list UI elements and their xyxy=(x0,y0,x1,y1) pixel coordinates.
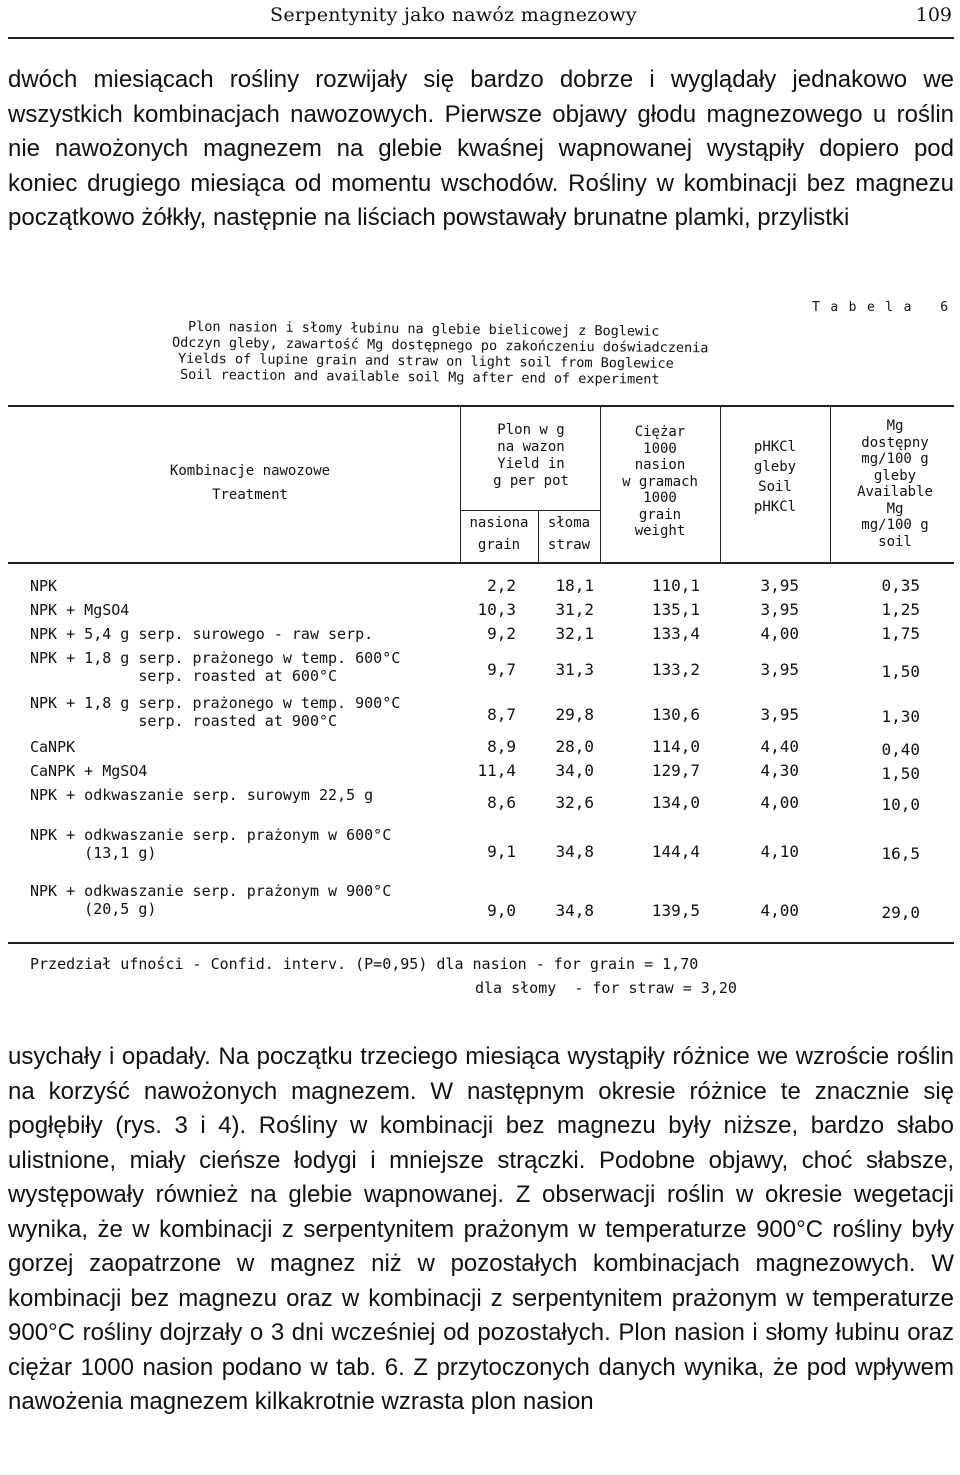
treatment-cell: NPK + odkwaszanie serp. prażonym w 600°C (13,1 g) xyxy=(30,826,392,862)
mg-value: 0,40 xyxy=(881,740,920,759)
mg-value: 1,25 xyxy=(881,600,920,619)
straw-yield-value: 31,3 xyxy=(555,660,594,679)
grain-weight-value: 110,1 xyxy=(651,576,700,595)
treatment-cell: NPK + odkwaszanie serp. surowym 22,5 g xyxy=(30,786,374,804)
mg-value: 10,0 xyxy=(881,795,920,814)
grain-yield-value: 10,3 xyxy=(477,600,516,619)
treatment-cell: CaNPK + MgSO4 xyxy=(30,762,148,780)
treatment-cell: NPK + 1,8 g serp. prażonego w temp. 900°C serp. roasted at 900°C xyxy=(30,694,401,730)
grain-yield-value: 2,2 xyxy=(487,576,516,595)
straw-yield-value: 32,6 xyxy=(555,793,594,812)
header-yield-grain: nasiona grain xyxy=(469,515,529,553)
grain-weight-value: 130,6 xyxy=(651,705,700,724)
straw-yield-value: 34,0 xyxy=(555,761,594,780)
paragraph-top: dwóch miesiącach rośliny rozwijały się bardzo dobrze i wyglądały jednakowo we wszystkich kombinacjach nawozowych. Pierwsze objawy głodu magnezowego u roślin nie nawożonych magnezem na glebie kwaśnej wapnowanej wystąpiły dopiero pod koniec drugiego miesiąca od momentu wschodów. Rośliny w kombinacji bez magnezu początkowo żółkły, następnie na liściach powstawały brunatne plamki, przylistki xyxy=(8,66,954,231)
ph-value: 4,00 xyxy=(760,901,799,920)
caption-line: Plon nasion i słomy łubinu na glebie bielicowej z Boglewic xyxy=(187,318,660,340)
header-weight: Ciężar 1000 nasion w gramach 1000 grain weight xyxy=(622,424,698,539)
grain-weight-value: 114,0 xyxy=(651,737,700,756)
table-top-rule xyxy=(8,405,954,407)
ph-value: 3,95 xyxy=(760,705,799,724)
grain-yield-value: 9,2 xyxy=(487,624,516,643)
mg-value: 29,0 xyxy=(881,903,920,922)
grain-yield-value: 9,0 xyxy=(487,901,516,920)
header-combination: Kombinacje nawozowe Treatment xyxy=(169,463,331,503)
treatment-cell: CaNPK xyxy=(30,738,76,756)
caption-line: Soil reaction and available soil Mg after end of experiment xyxy=(179,366,660,388)
ph-value: 3,95 xyxy=(760,576,799,595)
page-number: 109 xyxy=(915,4,952,26)
yield-subheader-rule xyxy=(460,510,600,511)
grain-yield-value: 11,4 xyxy=(477,761,516,780)
caption-line: Yields of lupine grain and straw on light soil from Boglewice xyxy=(177,350,674,372)
ph-value: 4,00 xyxy=(760,793,799,812)
mg-value: 0,35 xyxy=(881,576,920,595)
table-bottom-rule xyxy=(8,942,954,944)
mg-value: 16,5 xyxy=(881,844,920,863)
mg-value: 1,50 xyxy=(881,764,920,783)
running-head xyxy=(0,4,960,30)
grain-weight-value: 139,5 xyxy=(651,901,700,920)
confidence-interval-grain: Przedział ufności - Confid. interv. (P=0,95) dla nasion - for grain = 1,70 xyxy=(30,955,699,973)
grain-yield-value: 9,1 xyxy=(487,842,516,861)
straw-yield-value: 28,0 xyxy=(555,737,594,756)
straw-yield-value: 29,8 xyxy=(555,705,594,724)
table-header-rule xyxy=(8,562,954,564)
paragraph-bottom: usychały i opadały. Na początku trzeciego miesiąca wystąpiły różnice we wzroście roślin na korzyść nawożonych magnezem. W następnym okresie różnice te znacznie się pogłębiły (rys. 3 i 4). Rośliny w kombinacji bez magnezu były niższe, bardzo słabo ulistnione, miały cieńsze łodygi i mniejsze strączki. Podobne objawy, choć słabsze, występowały również na glebie wapnowanej. Z obserwacji roślin w okresie wegetacji wynika, że w kombinacji z serpentynitem prażonym w temperaturze 900°C rośliny były gorzej zaopatrzone w magnez niż w pozostałych kombinacjach magnezowych. W kombinacji bez magnezu oraz w kombinacji z serpentynitem prażonym w temperaturze 900°C rośliny dojrzały o 3 dni wcześniej od pozostałych. Plon nasion i słomy łubinu oraz ciężar 1000 nasion podano w tab. 6. Z przytoczonych danych wynika, że pod wpływem nawożenia magnezem kilkakrotnie wzrasta plon nasion xyxy=(8,1043,954,1415)
grain-weight-value: 129,7 xyxy=(651,761,700,780)
straw-yield-value: 31,2 xyxy=(555,600,594,619)
table-caption xyxy=(170,318,810,388)
mg-value: 1,75 xyxy=(881,624,920,643)
header-ph: pHKCl gleby Soil pHKCl xyxy=(753,439,797,515)
grain-weight-value: 135,1 xyxy=(651,600,700,619)
grain-weight-value: 144,4 xyxy=(651,842,700,861)
grain-yield-value: 8,6 xyxy=(487,793,516,812)
grain-yield-value: 8,9 xyxy=(487,737,516,756)
grain-weight-value: 133,2 xyxy=(651,660,700,679)
grain-weight-value: 134,0 xyxy=(651,793,700,812)
table-label: Tabela 6 xyxy=(812,300,959,315)
grain-yield-value: 9,7 xyxy=(487,660,516,679)
straw-yield-value: 18,1 xyxy=(555,576,594,595)
mg-value: 1,50 xyxy=(881,662,920,681)
straw-yield-value: 32,1 xyxy=(555,624,594,643)
ph-value: 4,10 xyxy=(760,842,799,861)
confidence-interval-straw: dla słomy - for straw = 3,20 xyxy=(475,979,737,997)
ph-value: 3,95 xyxy=(760,600,799,619)
header-yield: Plon w g na wazon Yield in g per pot xyxy=(493,422,569,489)
header-yield-straw: słoma straw xyxy=(547,515,591,553)
column-divider xyxy=(830,405,831,563)
ph-value: 3,95 xyxy=(760,660,799,679)
header-rule xyxy=(8,37,954,39)
treatment-cell: NPK xyxy=(30,577,58,595)
treatment-cell: NPK + 1,8 g serp. prażonego w temp. 600°C serp. roasted at 600°C xyxy=(30,649,401,685)
header-mg: Mg dostępny mg/100 g gleby Available Mg mg/100 g soil xyxy=(857,418,933,550)
treatment-cell: NPK + 5,4 g serp. surowego - raw serp. xyxy=(30,625,374,643)
ph-value: 4,40 xyxy=(760,737,799,756)
grain-yield-value: 8,7 xyxy=(487,705,516,724)
treatment-cell: NPK + odkwaszanie serp. prażonym w 900°C (20,5 g) xyxy=(30,882,392,918)
running-head-title: Serpentynity jako nawóz magnezowy xyxy=(270,4,637,26)
ph-value: 4,00 xyxy=(760,624,799,643)
ph-value: 4,30 xyxy=(760,761,799,780)
treatment-cell: NPK + MgSO4 xyxy=(30,601,130,619)
caption-line: Odczyn gleby, zawartość Mg dostępnego po zakończeniu doświadczenia xyxy=(171,334,709,357)
grain-weight-value: 133,4 xyxy=(651,624,700,643)
straw-yield-value: 34,8 xyxy=(555,901,594,920)
straw-yield-value: 34,8 xyxy=(555,842,594,861)
mg-value: 1,30 xyxy=(881,707,920,726)
